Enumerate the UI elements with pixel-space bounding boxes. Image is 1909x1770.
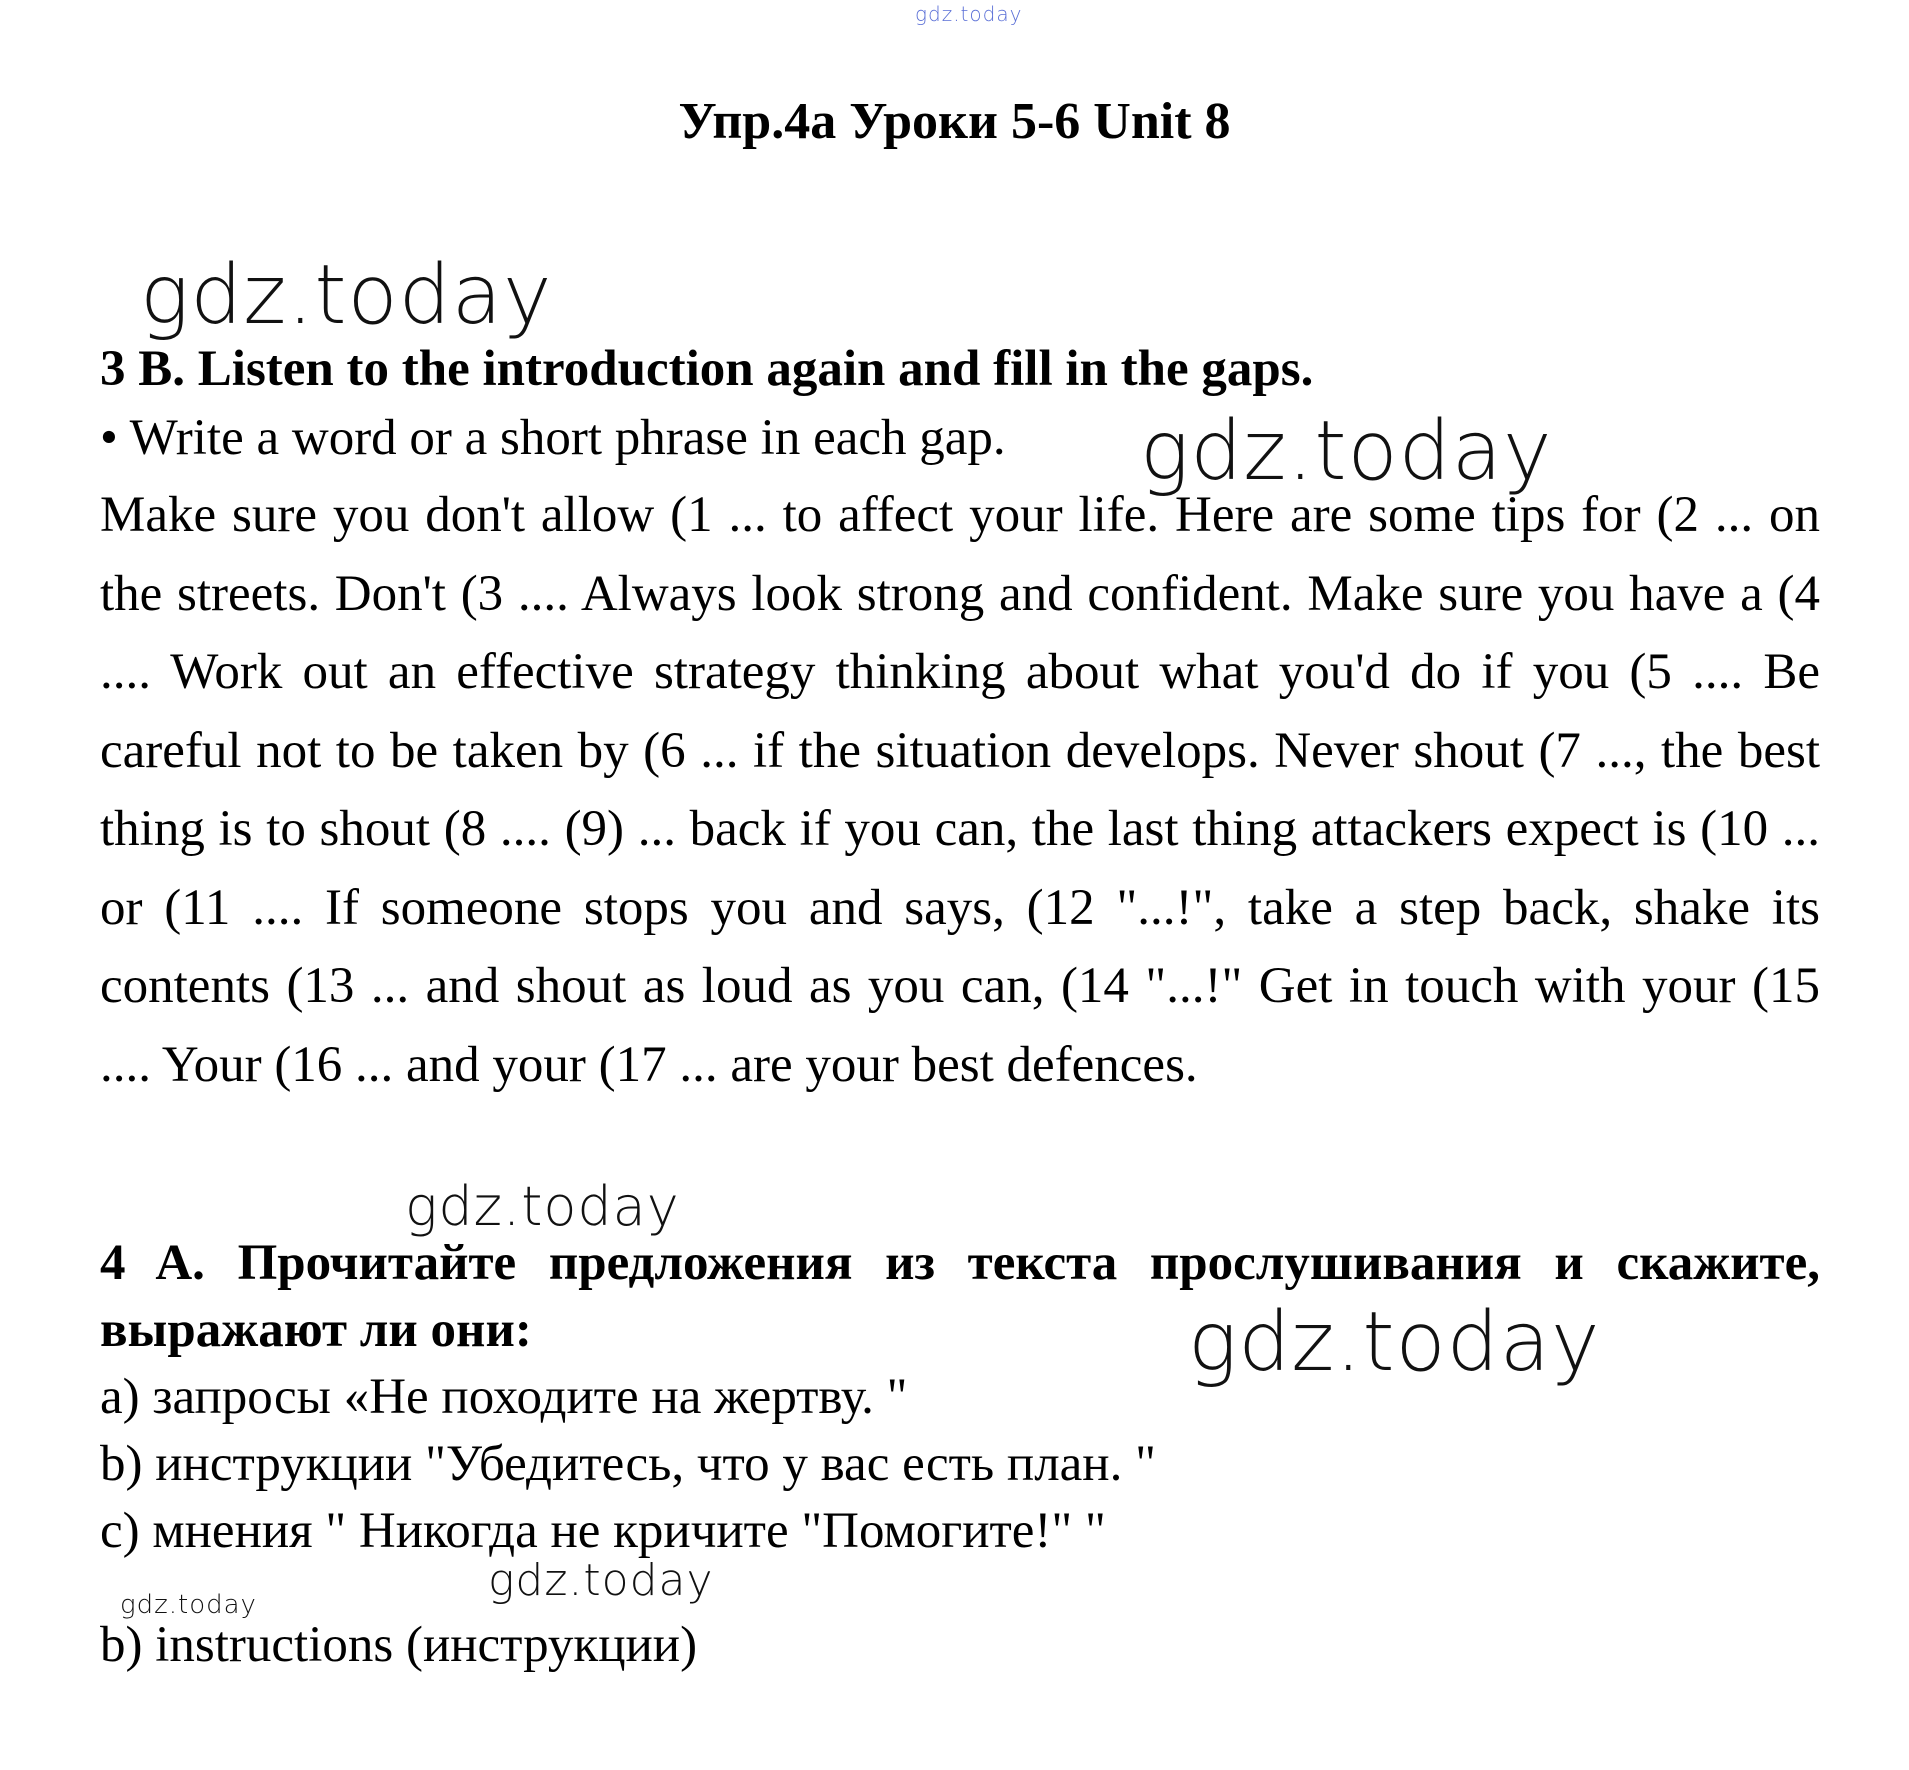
watermark-large: gdz.today — [140, 248, 553, 343]
task-3-passage: Make sure you don't allow (1 ... to affect your life. Here are some tips for (2 ... on the streets. Don't (3 .... Always look strong and confident. Make sure you have a (4 .... Work out an effective strategy thinking about what you'd do if you (5 .... Be careful not to be taken by (6 ... if the situation develops. Never shout (7 ..., the best thing is to shout (8 .... (9) ... back if you can, the last thing attackers expect is (10 ... or (11 .... If someone stops you and says, (12 "...!", take a step back, shake its contents (13 ... and shout as loud as you can, (14 "...!" Get in touch with your (15 .... Your (16 ... and your (17 ... are your best defences. — [100, 487, 1820, 1093]
task-3-section — [100, 338, 1820, 1104]
task-3-instruction: • Write a word or a short phrase in each gap. — [100, 410, 1006, 466]
page-title: Упр.4а Уроки 5-6 Unit 8 — [678, 93, 1231, 150]
task-4-heading: 4 A. Прочитайте предложения из текста прослушивания и скажите, выражают ли они: — [100, 1235, 1820, 1358]
task-4-option-c: c) мнения " Никогда не кричите "Помогите!" " — [100, 1503, 1106, 1559]
task-4-option-b: b) инструкции "Убедитесь, что у вас есть план. " — [100, 1436, 1156, 1492]
task-3-heading: 3 B. Listen to the introduction again and fill in the gaps. — [100, 341, 1314, 397]
task-4-section — [100, 1230, 1820, 1565]
watermark-medium: gdz.today — [405, 1175, 680, 1238]
watermark-small: gdz.today — [120, 1590, 257, 1620]
watermark-top: gdz.today — [915, 2, 1023, 26]
watermark-large: gdz.today — [1188, 1295, 1601, 1390]
watermark-large: gdz.today — [1140, 404, 1553, 499]
answer-text: b) instructions (инструкции) — [100, 1617, 698, 1673]
task-4-option-a: a) запросы «Не походите на жертву. " — [100, 1369, 908, 1425]
watermark-medium: gdz.today — [488, 1555, 714, 1606]
